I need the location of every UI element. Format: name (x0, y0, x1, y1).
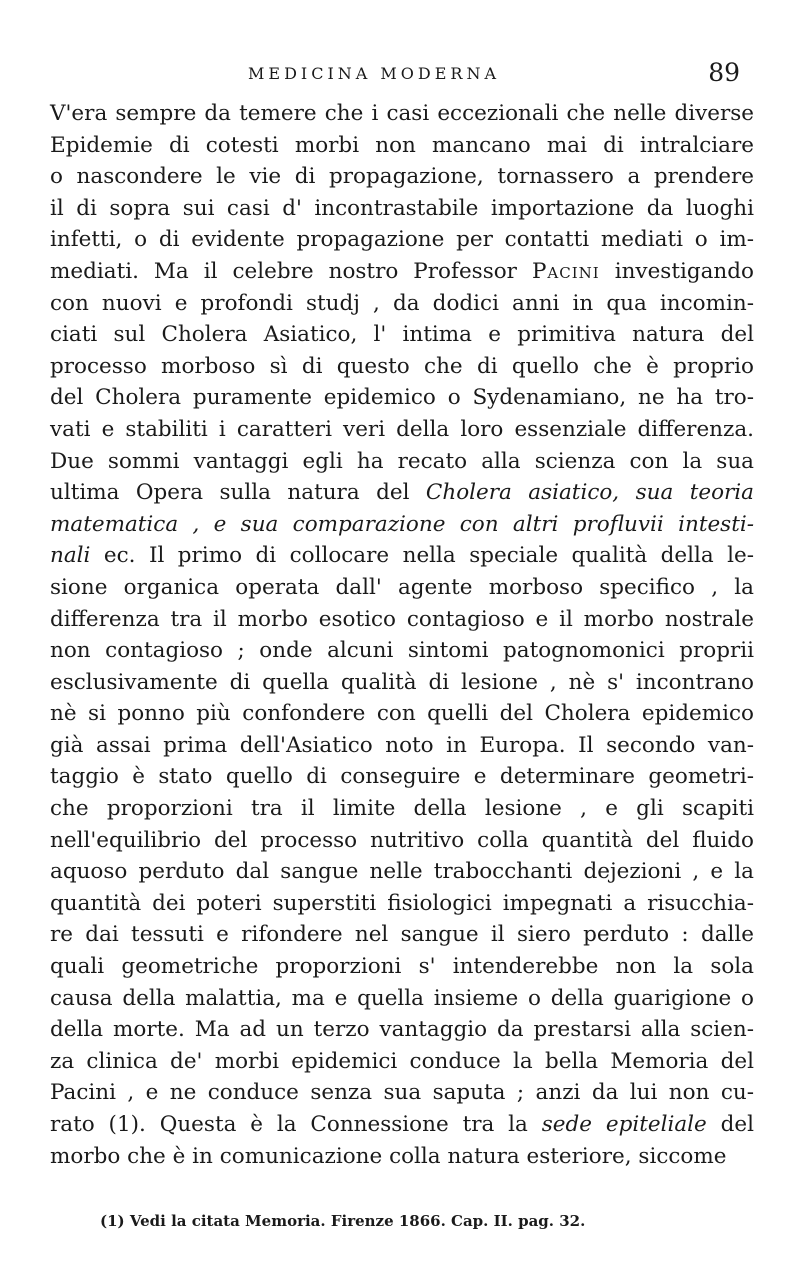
text-segment: morbo che è in comunicazione colla natura esteriore, siccome (50, 1143, 727, 1169)
text-line (50, 130, 754, 162)
text-line (50, 1109, 754, 1141)
text-line (50, 224, 754, 256)
text-segment: quali geometriche proporzioni s' intenderebbe non la sola (50, 954, 754, 980)
text-segment: processo morboso sì di questo che di quello che è proprio (50, 353, 754, 379)
text-line (50, 288, 754, 320)
text-line (50, 604, 754, 636)
text-segment: ec. Il primo di collocare nella speciale qualità della le- (90, 543, 754, 569)
text-line (50, 951, 754, 983)
text-line (50, 730, 754, 762)
text-line (50, 540, 754, 572)
text-segment: Due sommi vantaggi egli ha recato alla scienza con la sua (50, 448, 754, 474)
italic-text: Cholera asiatico, sua teoria (425, 480, 754, 506)
italic-text: matematica , e sua comparazione con altri profluvii intesti- (50, 511, 754, 537)
text-segment: taggio è stato quello di conseguire e determinare geometri- (50, 764, 754, 790)
text-segment: differenza tra il morbo esotico contagioso e il morbo nostrale (50, 606, 754, 632)
text-segment: nell'equilibrio del processo nutritivo colla quantità del fluido (50, 827, 754, 853)
text-segment: già assai prima dell'Asiatico noto in Europa. Il secondo van- (50, 732, 754, 758)
text-segment: o nascondere le vie di propagazione, tornassero a prendere (50, 164, 754, 190)
text-segment: rato (1). Questa è la Connessione tra la (50, 1112, 542, 1137)
text-segment: Epidemie di cotesti morbi non mancano mai di intralciare (50, 132, 754, 158)
text-line (50, 983, 754, 1015)
text-segment: aquoso perduto dal sangue nelle trabocchanti dejezioni , e la (50, 859, 754, 885)
text-segment: investigando (599, 258, 754, 284)
text-line (50, 698, 754, 730)
text-line (50, 793, 754, 825)
text-line (50, 161, 754, 193)
text-line (50, 414, 754, 446)
text-segment: za clinica de' morbi epidemici conduce la bella Memoria del (50, 1048, 754, 1074)
text-line (50, 667, 754, 699)
text-segment: esclusivamente di quella qualità di lesione , nè s' incontrano (50, 669, 754, 695)
text-line (50, 98, 754, 130)
text-line (50, 919, 754, 951)
text-segment: ultima Opera sulla natura del (50, 480, 426, 506)
smallcaps-name: Pacini (531, 258, 600, 284)
text-line (50, 446, 754, 478)
text-line (50, 319, 754, 351)
text-line (50, 256, 754, 288)
text-line (50, 477, 754, 509)
page-number: 89 (708, 58, 740, 87)
text-segment: infetti, o di evidente propagazione per contatti mediati o im- (50, 227, 754, 253)
text-segment: mediati. Ma il celebre nostro Professor (50, 258, 532, 284)
text-line (50, 382, 754, 414)
text-line (50, 351, 754, 383)
italic-text: nali (50, 543, 91, 569)
text-line (50, 761, 754, 793)
text-segment: del (706, 1112, 754, 1137)
text-segment: quantità dei poteri superstiti fisiologici impegnati a risucchia- (50, 890, 754, 916)
text-line (50, 1141, 754, 1173)
text-segment: re dai tessuti e rifondere nel sangue il siero perduto : dalle (50, 922, 754, 948)
text-segment: nè si ponno più confondere con quelli del Cholera epidemico (50, 701, 754, 727)
text-segment: vati e stabiliti i caratteri veri della loro essenziale differenza. (50, 416, 754, 442)
text-segment: con nuovi e profondi studj , da dodici anni in qua incomin- (50, 290, 754, 316)
text-segment: Pacini , e ne conduce senza sua saputa ; anzi da lui non cu- (50, 1080, 754, 1106)
italic-text: sede epiteliale (541, 1112, 707, 1137)
text-line (50, 825, 754, 857)
text-segment: che proporzioni tra il limite della lesione , e gli scapiti (50, 796, 754, 822)
text-segment: della morte. Ma ad un terzo vantaggio da prestarsi alla scien- (50, 1017, 754, 1043)
text-segment: ciati sul Cholera Asiatico, l' intima e primitiva natura del (50, 322, 754, 348)
text-line (50, 1046, 754, 1078)
running-head (0, 58, 800, 90)
text-line (50, 193, 754, 225)
text-line (50, 509, 754, 541)
text-segment: causa della malattia, ma e quella insieme o della guarigione o (50, 985, 754, 1011)
text-segment: sione organica operata dall' agente morboso specifico , la (50, 574, 754, 600)
text-line (50, 572, 754, 604)
text-segment: del Cholera puramente epidemico o Sydenamiano, ne ha tro- (50, 385, 754, 411)
running-title: MEDICINA MODERNA (248, 64, 501, 83)
text-segment: V'era sempre da temere che i casi eccezionali che nelle diverse (50, 101, 754, 126)
text-line (50, 856, 754, 888)
text-segment: il di sopra sui casi d' incontrastabile importazione da luoghi (50, 195, 754, 221)
text-line (50, 1014, 754, 1046)
footnote: (1) Vedi la citata Memoria. Firenze 1866. Cap. II. pag. 32. (100, 1212, 586, 1230)
text-line (50, 635, 754, 667)
text-line (50, 1077, 754, 1109)
text-segment: non contagioso ; onde alcuni sintomi patognomonici proprii (50, 638, 754, 664)
body-text (50, 98, 754, 1172)
text-line (50, 888, 754, 920)
